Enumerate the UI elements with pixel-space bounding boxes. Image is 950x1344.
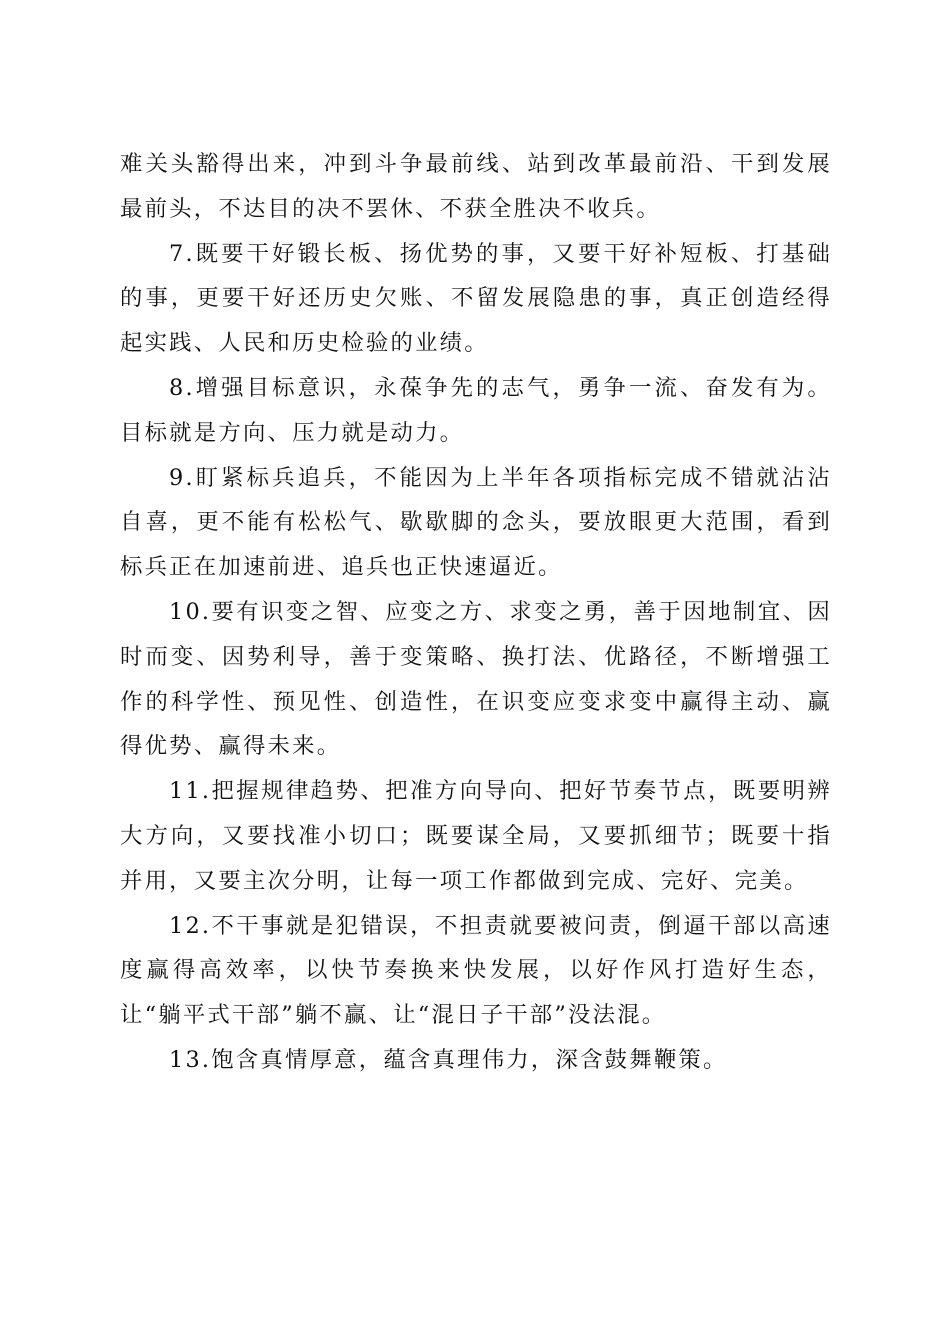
paragraph-item-12: 12.不干事就是犯错误，不担责就要被问责，倒逼干部以高速度赢得高效率，以快节奏换来快发展，以好作风打造好生态，让“躺平式干部”躺不赢、让“混日子干部”没法混。 <box>120 912 832 1029</box>
paragraph-item-7: 7.既要干好锻长板、扬优势的事，又要干好补短板、打基础的事，更要干好还历史欠账、不留发展隐患的事，真正创造经得起实践、人民和历史检验的业绩。 <box>120 240 832 357</box>
document-body <box>120 142 832 1083</box>
paragraph-item-9: 9.盯紧标兵追兵，不能因为上半年各项指标完成不错就沾沾自喜，更不能有松松气、歇歇脚的念头，要放眼更大范围，看到标兵正在加速前进、追兵也正快速逼近。 <box>120 464 832 581</box>
paragraph-item-13: 13.饱含真情厚意，蕴含真理伟力，深含鼓舞鞭策。 <box>169 1046 728 1073</box>
paragraph-item-11: 11.把握规律趋势、把准方向导向、把好节奏节点，既要明辨大方向，又要找准小切口；既要谋全局，又要抓细节；既要十指并用，又要主次分明，让每一项工作都做到完成、完好、完美。 <box>120 778 832 894</box>
paragraph-item-8: 8.增强目标意识，永葆争先的志气，勇争一流、奋发有为。目标就是方向、压力就是动力。 <box>120 374 832 446</box>
paragraph-item-10: 10.要有识变之智、应变之方、求变之勇，善于因地制宜、因时而变、因势利导，善于变策略、换打法、优路径，不断增强工作的科学性、预见性、创造性，在识变应变求变中赢得主动、赢得优势、赢得未来。 <box>120 598 832 760</box>
paragraph-continuation: 难关头豁得出来，冲到斗争最前线、站到改革最前沿、干到发展最前头，不达目的决不罢休、不获全胜决不收兵。 <box>120 151 832 222</box>
